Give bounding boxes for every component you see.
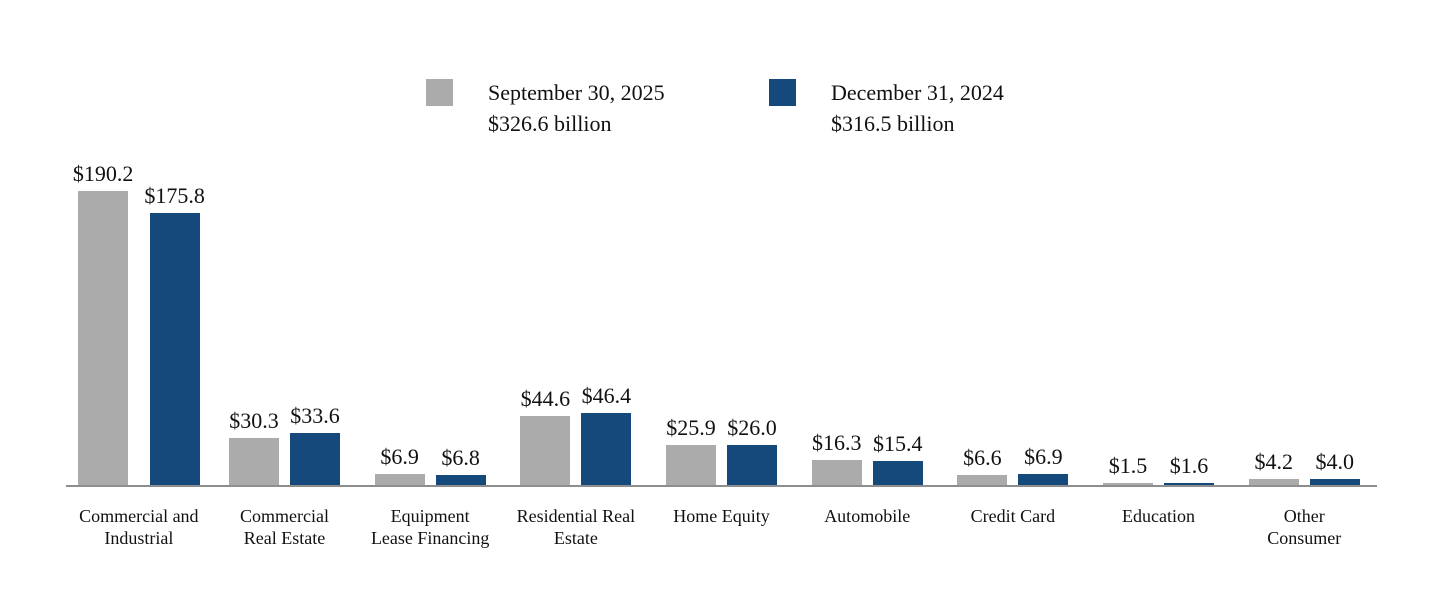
bar-value-label: $25.9 [666, 415, 716, 440]
bar-value-label: $6.6 [963, 444, 1002, 470]
bar-value-label: $6.9 [1024, 444, 1063, 470]
legend-swatch-gray [426, 79, 453, 106]
bar-column [812, 431, 862, 485]
bar-column [73, 162, 134, 485]
bar-group [1086, 454, 1232, 486]
category-label: Commercial Real Estate [240, 506, 329, 548]
bar-value-label: $1.5 [1108, 452, 1148, 478]
bar-value-label: $190.2 [72, 161, 134, 186]
bar-group [649, 416, 795, 485]
bar-value-label: $30.3 [229, 408, 279, 434]
bar-column [1103, 454, 1153, 485]
category-label: Other Consumer [1267, 506, 1342, 548]
legend-item-september-2025 [426, 77, 665, 139]
bar-column [1249, 450, 1299, 486]
x-axis-line [66, 485, 1377, 487]
bar-value-label: $6.9 [380, 444, 419, 470]
category-axis-labels [66, 505, 1377, 549]
category-label: Automobile [824, 506, 911, 526]
category-label: Education [1122, 506, 1196, 526]
bar-column [436, 446, 486, 486]
bar-column [666, 416, 716, 485]
bar [957, 475, 1007, 485]
bar-value-label: $33.6 [290, 403, 340, 429]
bar [812, 460, 862, 485]
category-label: Residential Real Estate [516, 506, 636, 548]
bar-column [1310, 450, 1360, 485]
bar-column [957, 446, 1007, 485]
bar-value-label: $16.3 [811, 429, 862, 455]
bar-group [794, 431, 940, 485]
bar-column [144, 184, 205, 485]
bar-value-label: $1.6 [1169, 452, 1209, 478]
legend-total-december-2024: $316.5 billion [831, 111, 955, 136]
bar-column [520, 387, 570, 485]
bar-column [290, 404, 340, 485]
legend-swatch-blue [769, 79, 796, 106]
bar [666, 445, 716, 485]
legend-item-december-2024 [769, 77, 1004, 139]
bar-column [873, 432, 923, 485]
bar-value-label: $4.0 [1315, 448, 1354, 474]
bar [520, 416, 570, 485]
bar-group [503, 384, 649, 485]
category-label: Credit Card [970, 506, 1056, 526]
bar [150, 213, 200, 485]
bar-value-label: $26.0 [727, 414, 777, 440]
bar-value-label: $4.2 [1254, 448, 1293, 474]
bar-value-label: $15.4 [872, 431, 923, 457]
bar [436, 475, 486, 486]
bar [229, 438, 279, 485]
bar [78, 191, 128, 485]
bar [727, 445, 777, 485]
bar-column [229, 409, 279, 485]
bar-group [357, 445, 503, 485]
plot-area [66, 162, 1377, 485]
bar-column [1018, 445, 1068, 485]
bar-group [212, 404, 358, 485]
bar-column [727, 416, 777, 485]
category-label: Home Equity [673, 506, 770, 526]
bar-group [66, 162, 212, 485]
bar-value-label: $6.8 [441, 444, 480, 470]
category-label: Commercial and Industrial [79, 506, 199, 548]
bar-value-label: $175.8 [144, 183, 205, 209]
bar-group [1231, 450, 1377, 486]
bar-column [375, 445, 425, 485]
bar [290, 433, 340, 485]
bar [581, 413, 631, 485]
bar-column [1164, 454, 1214, 486]
bar-group [940, 445, 1086, 485]
legend-label-december-2024: December 31, 2024 [831, 80, 1004, 105]
bar [375, 474, 425, 485]
legend-total-september-2025: $326.6 billion [488, 111, 612, 136]
bar [873, 461, 923, 485]
bar [1018, 474, 1068, 485]
bar-value-label: $46.4 [581, 383, 632, 409]
category-label: Equipment Lease Financing [370, 506, 490, 548]
legend-label-september-2025: September 30, 2025 [488, 80, 665, 105]
bar-column [581, 384, 631, 485]
bar-value-label: $44.6 [520, 386, 571, 412]
